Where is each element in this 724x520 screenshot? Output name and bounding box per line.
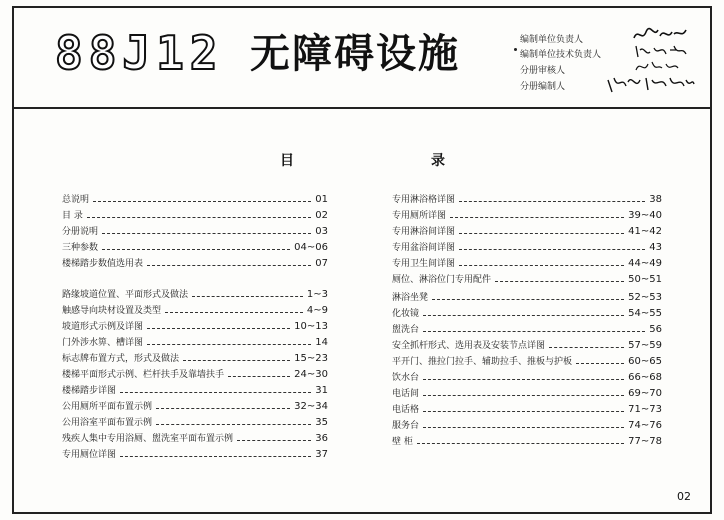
toc-item[interactable]: 残疾人集中专用浴厕、盥洗室平面布置示例 36 (62, 433, 328, 444)
toc-item[interactable]: 总说明 01 (62, 194, 328, 205)
toc-item[interactable]: 路缘坡道位置、平面形式及做法 1~3 (62, 289, 328, 300)
signature-4 (606, 72, 696, 96)
role-bullet (514, 48, 517, 51)
toc-item[interactable]: 淋浴坐凳 52~53 (392, 292, 662, 303)
toc-item[interactable]: 目 录 02 (62, 210, 328, 221)
toc-item[interactable]: 专用厕所详图 39~40 (392, 210, 662, 221)
toc-item[interactable]: 楼梯踏步数值选用表 07 (62, 258, 328, 269)
toc-item[interactable]: 公用浴室平面布置示例 35 (62, 417, 328, 428)
toc-item[interactable]: 专用厕位详图 37 (62, 449, 328, 460)
header-divider (12, 107, 712, 109)
toc-item[interactable]: 三种参数 04~06 (62, 242, 328, 253)
toc-heading-lu: 录 (431, 153, 445, 169)
page-number: 02 (677, 490, 691, 503)
toc-item[interactable]: 平开门、推拉门拉手、辅助拉手、推板与护板 60~65 (392, 356, 662, 367)
toc-item[interactable]: 坡道形式示例及详图 10~13 (62, 321, 328, 332)
toc-item[interactable]: 专用淋浴格详图 38 (392, 194, 662, 205)
role-reviewer: 分册审核人 (520, 66, 566, 76)
toc-item[interactable]: 电话间 69~70 (392, 388, 662, 399)
role-technical-head: 编制单位技术负责人 (520, 50, 602, 60)
toc-heading-mu: 目 (280, 153, 294, 169)
toc-item[interactable]: 标志牌布置方式，形式及做法 15~23 (62, 353, 328, 364)
standard-code: 88J12 (55, 26, 224, 80)
toc-item[interactable]: 化妆镜 54~55 (392, 308, 662, 319)
toc-item[interactable]: 安全抓杆形式、选用表及安装节点详图 57~59 (392, 340, 662, 351)
toc-item[interactable]: 分册说明 03 (62, 226, 328, 237)
toc-item[interactable]: 专用淋浴间详图 41~42 (392, 226, 662, 237)
toc-item[interactable]: 盥洗台 56 (392, 324, 662, 335)
toc-item[interactable]: 门外涉水箅、槽详图 14 (62, 337, 328, 348)
role-unit-head: 编制单位负责人 (520, 35, 584, 45)
toc-item[interactable]: 触感导向块材设置及类型 4~9 (62, 305, 328, 316)
role-compiler: 分册编制人 (520, 82, 566, 92)
toc-item[interactable]: 楼梯踏步详图 31 (62, 385, 328, 396)
toc-item[interactable]: 专用卫生间详图 44~49 (392, 258, 662, 269)
toc-item[interactable]: 饮水台 66~68 (392, 372, 662, 383)
signature-1 (630, 24, 690, 44)
toc-item[interactable]: 厕位、淋浴位门专用配件 50~51 (392, 274, 662, 285)
toc-item[interactable]: 楼梯平面形式示例、栏杆扶手及靠墙扶手 24~30 (62, 369, 328, 380)
toc-item[interactable]: 专用盆浴间详图 43 (392, 242, 662, 253)
toc-item[interactable]: 服务台 74~76 (392, 420, 662, 431)
toc-item[interactable]: 壁 柜 77~78 (392, 436, 662, 447)
document-title: 无障碍设施 (250, 31, 460, 77)
toc-item[interactable]: 公用厕所平面布置示例 32~34 (62, 401, 328, 412)
toc-item[interactable]: 电话格 71~73 (392, 404, 662, 415)
